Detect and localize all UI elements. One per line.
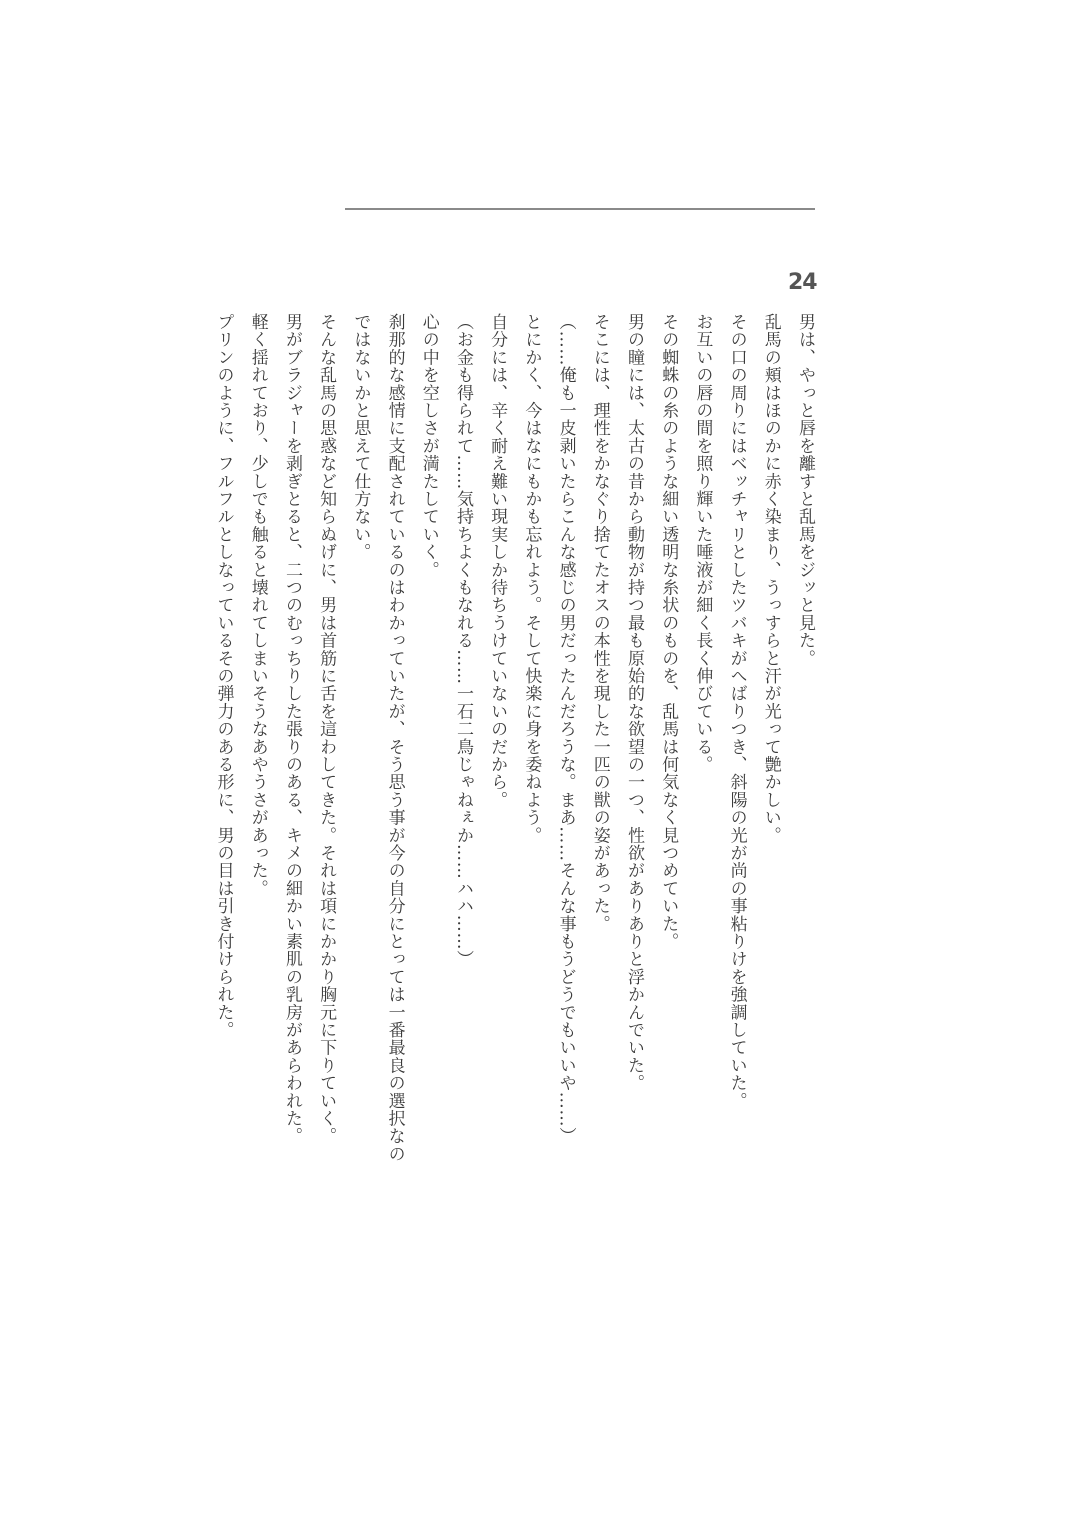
paragraph: （お金も得られて……気持ちよくもなれる……一石二鳥じゃねぇか……ハハ……） bbox=[452, 313, 473, 968]
paragraph: （……俺も一皮剥いたらこんな感じの男だったんだろうな。まあ……そんな事もうどうでもいいや……） bbox=[555, 313, 576, 1145]
paragraph: 刹那的な感情に支配されているのはわかっていたが、そう思う事が今の自分にとっては一番最良の選択なのではないかと思えて仕方ない。 bbox=[350, 313, 405, 1163]
paragraph: そんな乱馬の思惑など知らぬげに、男は首筋に舌を這わしてきた。それは項にかかり胸元に下りていく。 bbox=[316, 313, 337, 1145]
paragraph: とにかく、今はなにもかも忘れよう。そして快楽に身を委ねよう。 bbox=[521, 313, 542, 844]
paragraph: 軽く揺れており、少しでも触ると壊れてしまいそうなあやうさがあった。 bbox=[247, 313, 268, 898]
paragraph: そこには、理性をかなぐり捨てたオスの本性を現した一匹の獣の姿があった。 bbox=[589, 313, 610, 933]
body-text bbox=[206, 313, 822, 1163]
paragraph: 男の瞳には、太古の昔から動物が持つ最も原始的な欲望の一つ、性欲がありありと浮かんでいた。 bbox=[623, 313, 644, 1092]
paragraph: プリンのように、フルフルとしなっているその弾力のある形に、男の目は引き付けられた。 bbox=[213, 313, 234, 1039]
paragraph: その口の周りにはベッチャリとしたツバキがへばりつき、斜陽の光が尚の事粘りけを強調していた。 bbox=[726, 313, 747, 1110]
paragraph: 男は、やっと唇を離すと乱馬をジッと見た。 bbox=[795, 313, 815, 667]
paragraph: お互いの唇の間を照り輝いた唾液が細く長く伸びている。 bbox=[692, 313, 713, 774]
paragraph: 自分には、辛く耐え難い現実しか待ちうけていないのだから。 bbox=[487, 313, 508, 809]
page-number: 24 bbox=[788, 270, 817, 295]
paragraph: 男がブラジャーを剥ぎとると、二つのむっちりした張りのある、キメの細かい素肌の乳房があらわれた。 bbox=[281, 313, 302, 1145]
paragraph: その蜘蛛の糸のような細い透明な糸状のものを、乱馬は何気なく見つめていた。 bbox=[658, 313, 679, 951]
paragraph: 心の中を空しさが満たしていく。 bbox=[418, 313, 439, 579]
header-rule bbox=[345, 208, 815, 210]
paragraph: 乱馬の頬はほのかに赤く染まり、うっすらと汗が光って艶かしい。 bbox=[760, 313, 781, 844]
